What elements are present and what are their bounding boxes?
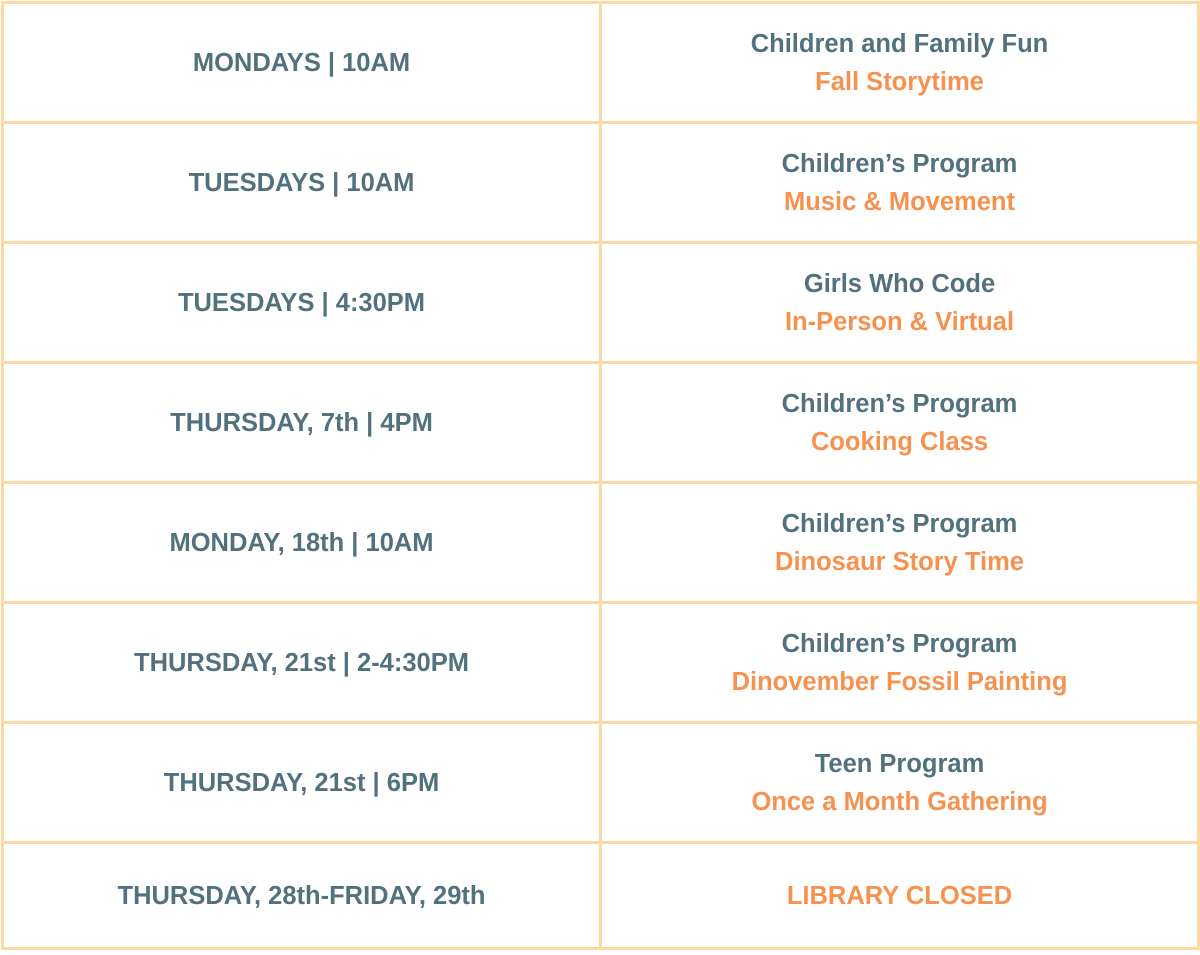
event-program-cell <box>601 483 1199 603</box>
event-program-cell <box>601 363 1199 483</box>
program-type: Children’s Program <box>781 629 1018 658</box>
program-type: Girls Who Code <box>803 269 996 298</box>
event-program-cell <box>601 723 1199 843</box>
program-name: Once a Month Gathering <box>751 787 1048 816</box>
event-date: THURSDAY, 21st | 2-4:30PM <box>134 648 469 677</box>
table-row <box>3 3 1199 123</box>
table-row <box>3 723 1199 843</box>
program-name: Music & Movement <box>784 187 1015 216</box>
event-program-cell <box>601 123 1199 243</box>
event-date-cell <box>3 123 601 243</box>
event-date: THURSDAY, 21st | 6PM <box>163 768 440 797</box>
event-date-cell <box>3 243 601 363</box>
event-date-cell <box>3 363 601 483</box>
table-row <box>3 483 1199 603</box>
program-type: Children’s Program <box>781 509 1018 538</box>
table-row <box>3 243 1199 363</box>
program-name: Dinovember Fossil Painting <box>731 667 1068 696</box>
program-name: Fall Storytime <box>815 67 984 96</box>
event-date: THURSDAY, 28th-FRIDAY, 29th <box>117 881 486 910</box>
table-row <box>3 843 1199 949</box>
program-name: In-Person & Virtual <box>784 307 1015 336</box>
event-date-cell <box>3 3 601 123</box>
program-type: Teen Program <box>814 749 985 778</box>
event-program-cell <box>601 843 1199 949</box>
event-date-cell <box>3 723 601 843</box>
program-type: Children and Family Fun <box>750 29 1049 58</box>
program-type: Children’s Program <box>781 389 1018 418</box>
event-date: MONDAY, 18th | 10AM <box>169 528 434 557</box>
table-row <box>3 603 1199 723</box>
event-date-cell <box>3 483 601 603</box>
event-program-cell <box>601 3 1199 123</box>
event-date: TUESDAYS | 4:30PM <box>177 288 426 317</box>
program-type: Children’s Program <box>781 149 1018 178</box>
event-date-cell <box>3 843 601 949</box>
table-row <box>3 363 1199 483</box>
event-date-cell <box>3 603 601 723</box>
program-name: Dinosaur Story Time <box>775 547 1024 576</box>
event-date: MONDAYS | 10AM <box>192 48 411 77</box>
event-program-cell <box>601 603 1199 723</box>
library-closed-notice: LIBRARY CLOSED <box>786 881 1013 910</box>
program-name: Cooking Class <box>810 427 989 456</box>
event-program-cell <box>601 243 1199 363</box>
table-row <box>3 123 1199 243</box>
event-date: TUESDAYS | 10AM <box>188 168 415 197</box>
events-schedule-table <box>1 1 1200 950</box>
schedule-body <box>3 3 1199 949</box>
event-date: THURSDAY, 7th | 4PM <box>170 408 433 437</box>
